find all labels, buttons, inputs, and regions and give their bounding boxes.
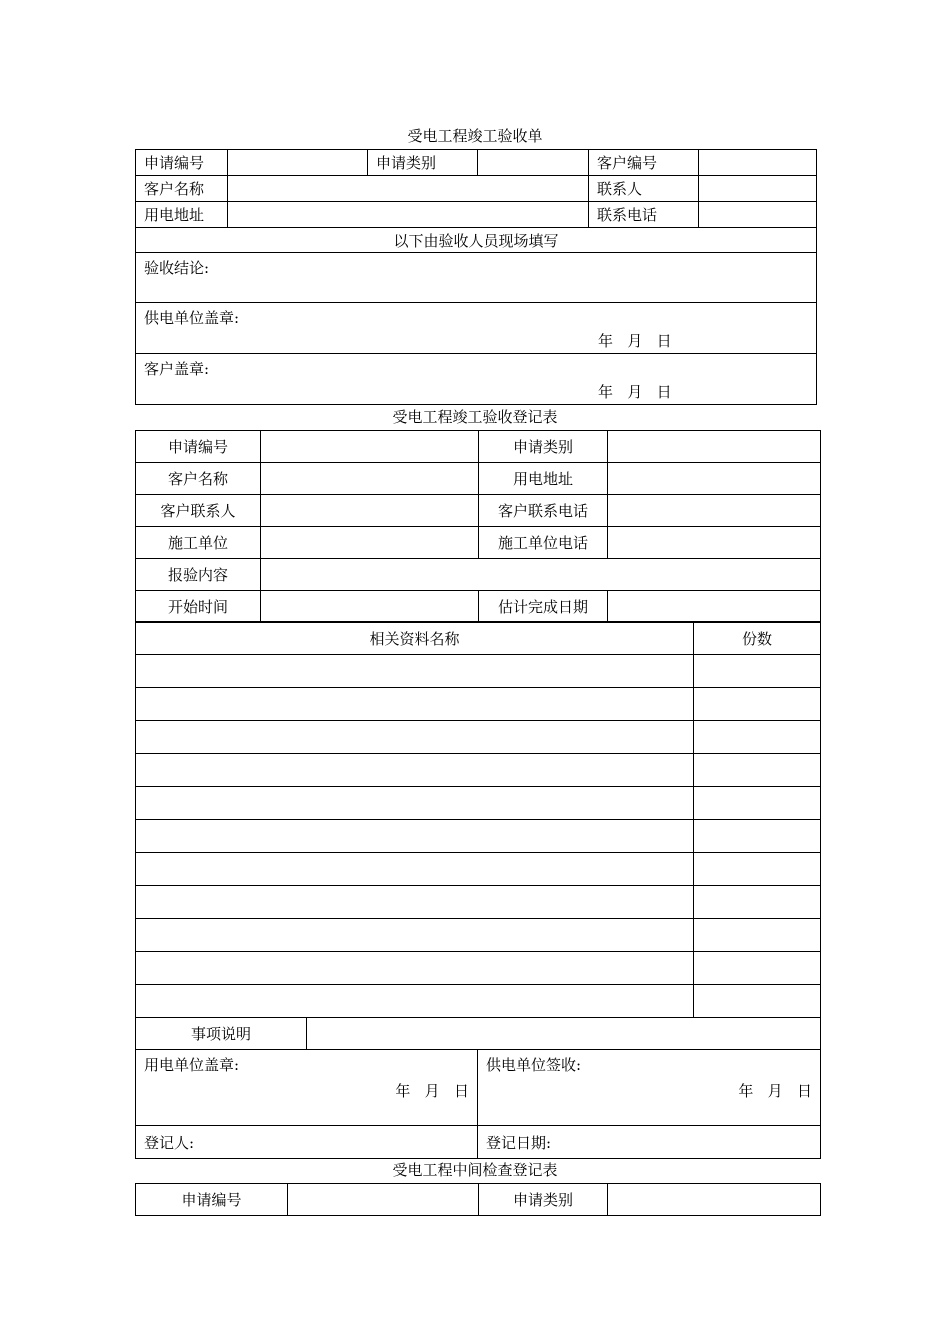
signoff-table — [135, 1017, 821, 1159]
user-seal-cell[interactable] — [136, 1050, 478, 1126]
int-app-no-field[interactable] — [288, 1184, 479, 1216]
customer-seal-label: 客户盖章: — [144, 360, 210, 378]
doc-copies-cell[interactable] — [694, 820, 821, 853]
reg-app-type-field[interactable] — [608, 431, 821, 463]
phone-field[interactable] — [699, 202, 817, 228]
reg-builder-phone-field[interactable] — [608, 527, 821, 559]
acceptance-form — [135, 149, 817, 405]
reg-address-field[interactable] — [608, 463, 821, 495]
reg-app-type-label: 申请类别 — [479, 431, 608, 463]
reg-builder-field[interactable] — [261, 527, 479, 559]
doc-copies-cell[interactable] — [694, 919, 821, 952]
reg-cust-name-field[interactable] — [261, 463, 479, 495]
customer-seal-date: 年 月 日 — [598, 383, 672, 401]
reg-cust-name-label: 客户名称 — [136, 463, 261, 495]
registrar-cell[interactable] — [136, 1126, 478, 1159]
phone-label: 联系电话 — [589, 202, 699, 228]
doc-copies-cell[interactable] — [694, 754, 821, 787]
doc-copies-cell[interactable] — [694, 853, 821, 886]
address-field[interactable] — [228, 202, 589, 228]
reg-cust-phone-field[interactable] — [608, 495, 821, 527]
doc-copies-cell[interactable] — [694, 985, 821, 1018]
supply-seal-label: 供电单位盖章: — [144, 309, 240, 327]
notes-label: 事项说明 — [136, 1018, 307, 1050]
reg-content-field[interactable] — [261, 559, 821, 591]
doc-name-cell[interactable] — [136, 919, 694, 952]
supply-seal-cell[interactable] — [136, 303, 817, 354]
doc-copies-cell[interactable] — [694, 787, 821, 820]
user-seal-date: 年 月 日 — [395, 1082, 469, 1100]
conclusion-label: 验收结论: — [144, 259, 210, 277]
cust-name-field[interactable] — [228, 176, 589, 202]
app-no-label: 申请编号 — [136, 150, 228, 176]
int-app-type-label: 申请类别 — [479, 1184, 608, 1216]
registration-form — [135, 430, 821, 623]
doc-copies-cell[interactable] — [694, 655, 821, 688]
cust-no-field[interactable] — [699, 150, 817, 176]
documents-table — [135, 621, 821, 1018]
doc-copies-cell[interactable] — [694, 952, 821, 985]
doc-copies-cell[interactable] — [694, 688, 821, 721]
doc-copies-cell[interactable] — [694, 886, 821, 919]
form1-title: 受电工程竣工验收单 — [407, 127, 543, 145]
reg-date-label: 登记日期: — [486, 1133, 552, 1152]
copies-header: 份数 — [694, 622, 821, 655]
reg-cust-contact-field[interactable] — [261, 495, 479, 527]
reg-builder-label: 施工单位 — [136, 527, 261, 559]
form2-title: 受电工程竣工验收登记表 — [392, 408, 558, 426]
doc-name-header: 相关资料名称 — [136, 622, 694, 655]
cust-name-label: 客户名称 — [136, 176, 228, 202]
doc-name-cell[interactable] — [136, 820, 694, 853]
app-type-field[interactable] — [478, 150, 589, 176]
doc-name-cell[interactable] — [136, 721, 694, 754]
doc-name-cell[interactable] — [136, 886, 694, 919]
reg-date-cell[interactable] — [478, 1126, 821, 1159]
cust-no-label: 客户编号 — [589, 150, 699, 176]
reg-start-field[interactable] — [261, 591, 479, 623]
supply-sign-cell[interactable] — [478, 1050, 821, 1126]
conclusion-cell[interactable] — [136, 253, 817, 303]
supply-sign-date: 年 月 日 — [738, 1082, 812, 1100]
notes-field[interactable] — [307, 1018, 821, 1050]
reg-cust-contact-label: 客户联系人 — [136, 495, 261, 527]
reg-start-label: 开始时间 — [136, 591, 261, 623]
doc-copies-cell[interactable] — [694, 721, 821, 754]
reg-address-label: 用电地址 — [479, 463, 608, 495]
section-header: 以下由验收人员现场填写 — [136, 228, 817, 253]
doc-name-cell[interactable] — [136, 688, 694, 721]
doc-name-cell[interactable] — [136, 853, 694, 886]
int-app-type-field[interactable] — [608, 1184, 821, 1216]
user-seal-label: 用电单位盖章: — [144, 1056, 240, 1074]
registrar-label: 登记人: — [144, 1133, 195, 1152]
doc-name-cell[interactable] — [136, 787, 694, 820]
contact-field[interactable] — [699, 176, 817, 202]
reg-cust-phone-label: 客户联系电话 — [479, 495, 608, 527]
reg-builder-phone-label: 施工单位电话 — [479, 527, 608, 559]
supply-sign-label: 供电单位签收: — [486, 1056, 582, 1074]
interim-form — [135, 1183, 821, 1216]
reg-finish-field[interactable] — [608, 591, 821, 623]
customer-seal-cell[interactable] — [136, 354, 817, 405]
supply-seal-date: 年 月 日 — [598, 332, 672, 350]
reg-finish-label: 估计完成日期 — [479, 591, 608, 623]
reg-app-no-label: 申请编号 — [136, 431, 261, 463]
doc-name-cell[interactable] — [136, 985, 694, 1018]
doc-name-cell[interactable] — [136, 655, 694, 688]
form3-title: 受电工程中间检查登记表 — [392, 1161, 558, 1179]
reg-app-no-field[interactable] — [261, 431, 479, 463]
doc-name-cell[interactable] — [136, 754, 694, 787]
reg-content-label: 报验内容 — [136, 559, 261, 591]
doc-name-cell[interactable] — [136, 952, 694, 985]
address-label: 用电地址 — [136, 202, 228, 228]
app-no-field[interactable] — [228, 150, 368, 176]
int-app-no-label: 申请编号 — [136, 1184, 288, 1216]
app-type-label: 申请类别 — [368, 150, 478, 176]
contact-label: 联系人 — [589, 176, 699, 202]
